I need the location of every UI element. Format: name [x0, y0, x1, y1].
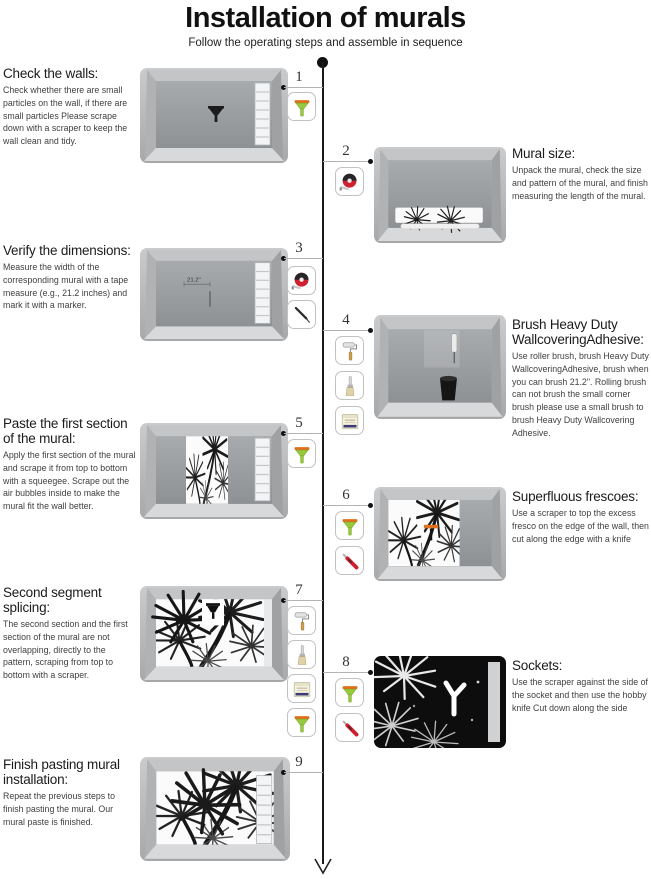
step-3-heading: Verify the dimensions:	[3, 243, 131, 258]
step-9-body: Repeat the previous steps to finish pasting the mural. Our mural paste is finished.	[3, 791, 115, 827]
step-6-image	[374, 487, 506, 581]
ladder	[255, 263, 270, 324]
step-5-connector	[284, 433, 323, 434]
step-1-number: 1	[295, 69, 303, 85]
step-1-text	[3, 66, 136, 148]
wall-edge	[488, 662, 500, 742]
step-7-body: The second section and the first section of the mural are not overlapping, directly to the pattern, scraping from top to bottom with a scraper.	[3, 619, 128, 681]
step-4-body: Use roller brush, brush Heavy Duty WallcoveringAdhesive, brush when you can brush 21.2". Rolling brush can not brush the small corner brush please use a small brush to brush Heavy Duty Wallcovering Adhesive.	[512, 351, 649, 438]
knife-icon	[335, 713, 364, 742]
black-bucket	[440, 376, 457, 401]
squeegee-icon	[287, 439, 316, 468]
roller-brush-icon	[287, 606, 316, 635]
step-4-connector	[323, 330, 369, 331]
step-3-text	[3, 243, 136, 312]
step-8-heading: Sockets:	[512, 658, 563, 673]
page-subtitle: Follow the operating steps and assemble in sequence	[188, 37, 463, 49]
step-7-text	[3, 585, 136, 682]
first-mural-strip	[184, 423, 232, 517]
step-3-image	[140, 248, 288, 341]
step-4-heading: Brush Heavy Duty WallcoveringAdhesive:	[512, 317, 644, 348]
squeegee-icon	[287, 708, 316, 737]
step-7-image	[140, 586, 288, 682]
step-9-number: 9	[295, 754, 303, 770]
step-6-text	[512, 489, 650, 545]
ladder	[255, 438, 270, 501]
step-8-connector	[323, 672, 369, 673]
page-title: Installation of murals	[185, 2, 466, 34]
step-2-text	[512, 146, 650, 202]
step-8-image	[374, 656, 506, 748]
timeline-line	[322, 62, 324, 864]
step-6-number: 6	[342, 487, 350, 503]
step-3-body: Measure the width of the corresponding mural with a tape measure (e.g., 21.2 inches) and mark it with a marker.	[3, 262, 129, 311]
step-1-heading: Check the walls:	[3, 66, 99, 81]
header	[0, 2, 651, 49]
step-7-heading: Second segment splicing:	[3, 585, 102, 616]
step-2-image	[374, 147, 506, 243]
step-2-heading: Mural size:	[512, 146, 576, 161]
mural-section	[385, 487, 466, 579]
marker-icon	[287, 300, 316, 329]
small-brush-icon	[287, 640, 316, 669]
knife-icon	[335, 546, 364, 575]
squeegee-icon	[335, 511, 364, 540]
step-8-text	[512, 658, 650, 714]
step-5-image	[140, 423, 288, 519]
step-9-image	[140, 757, 290, 861]
step-5-number: 5	[295, 415, 303, 431]
roller-brush-icon	[335, 336, 364, 365]
unpapered-edge	[264, 599, 272, 667]
step-3-connector	[284, 258, 323, 259]
step-4-image	[374, 315, 506, 419]
step-9-heading: Finish pasting mural installation:	[3, 757, 120, 788]
timeline-arrow-down-icon	[312, 856, 334, 876]
step-9-text	[3, 757, 136, 828]
step-5-heading: Paste the first section of the mural:	[3, 416, 128, 447]
step-6-body: Use a scraper to top the excess fresco on the edge of the wall, then cut along the edge with a knife	[512, 508, 649, 544]
step-4-text	[512, 317, 651, 439]
step-5-text	[3, 416, 136, 513]
ladder	[257, 776, 272, 844]
step-1-connector	[284, 87, 323, 88]
adhesive-bucket-icon	[287, 674, 316, 703]
step-3-number: 3	[295, 240, 303, 256]
squeegee-icon	[287, 92, 316, 121]
step-1-image	[140, 68, 288, 163]
tape-measure-icon	[287, 266, 316, 295]
step-6-connector	[323, 505, 369, 506]
step-5-body: Apply the first section of the mural and scrape it from top to bottom with a squeegee. Scrape out the air bubbles inside to make the mural fit the wall better.	[3, 450, 136, 512]
small-brush-icon	[335, 371, 364, 400]
step-2-body: Unpack the mural, check the size and pattern of the mural, and finish measuring the length of the mural.	[512, 165, 648, 201]
svg-text:21.2": 21.2"	[187, 277, 201, 284]
squeegee-icon	[335, 678, 364, 707]
step-4-number: 4	[342, 312, 350, 328]
step-8-body: Use the scraper against the side of the socket and then use the hobby knife Cut down along the side	[512, 677, 648, 713]
step-8-number: 8	[342, 654, 350, 670]
step-2-number: 2	[342, 143, 350, 159]
ladder	[255, 83, 270, 145]
step-9-connector	[284, 772, 323, 773]
step-7-number: 7	[295, 582, 303, 598]
step-2-connector	[323, 161, 369, 162]
step-6-heading: Superfluous frescoes:	[512, 489, 639, 504]
step-1-body: Check whether there are small particles on the wall, if there are small particles Please scrape down with a scraper to keep the wall clean and tidy.	[3, 85, 128, 147]
tape-measure-icon	[335, 167, 364, 196]
step-7-connector	[284, 600, 323, 601]
adhesive-bucket-icon	[335, 406, 364, 435]
